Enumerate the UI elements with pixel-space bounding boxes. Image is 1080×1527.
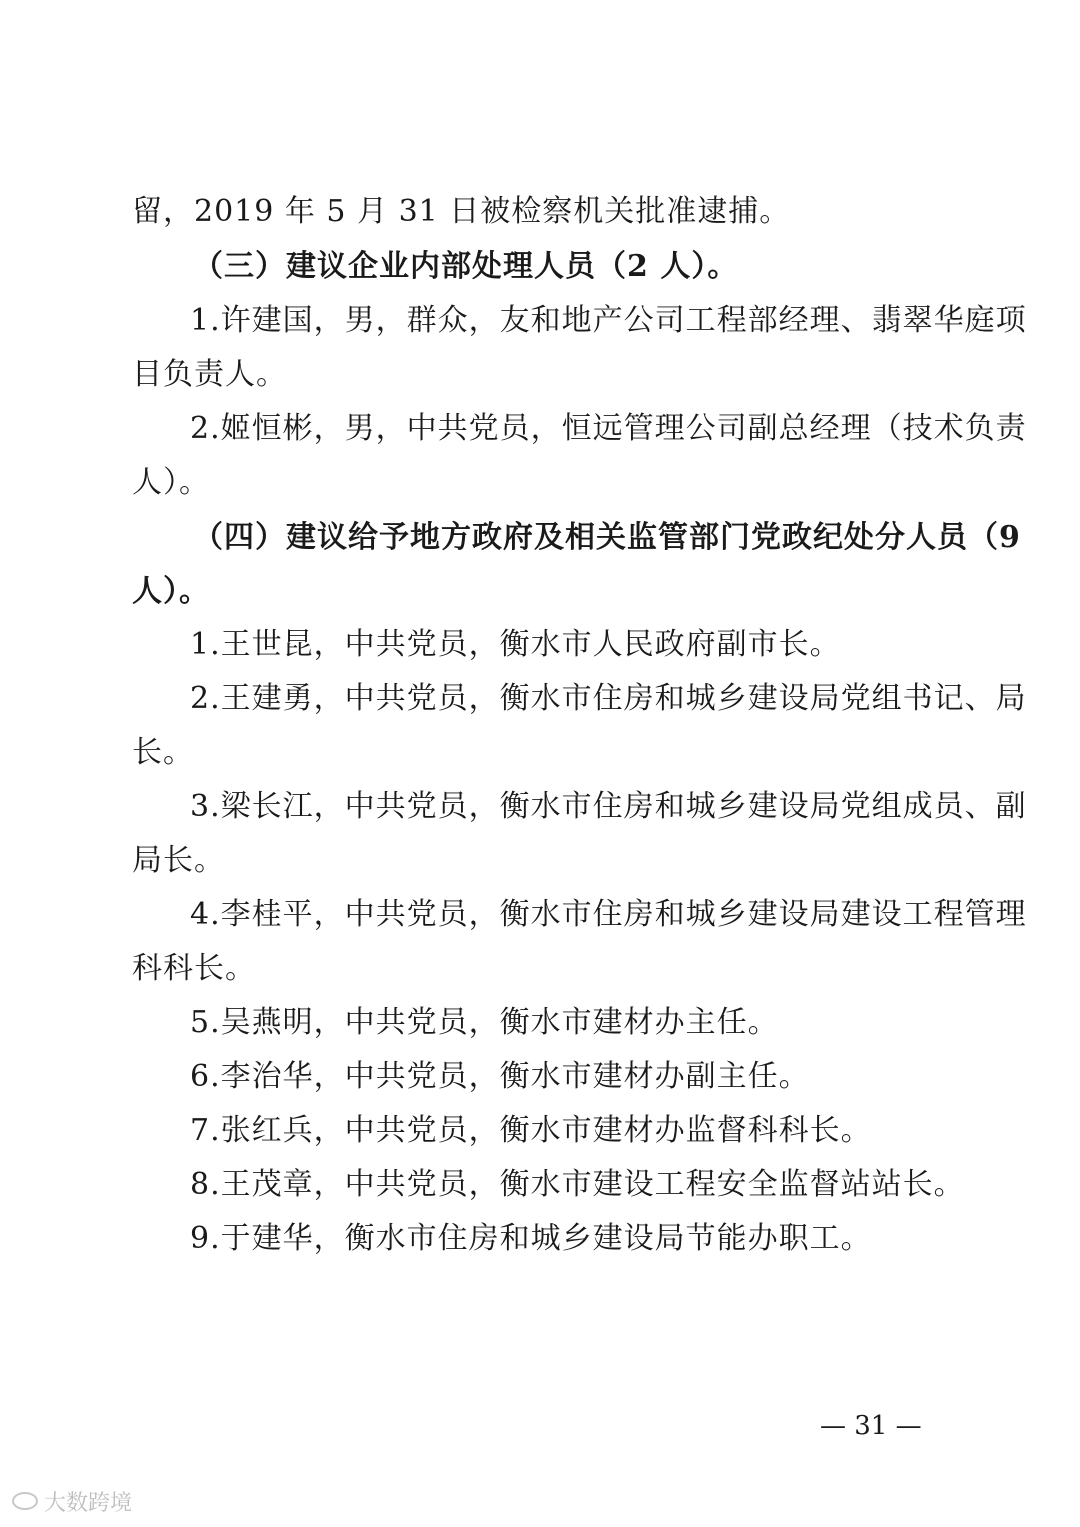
list-item-1-line-1: 1.许建国，男，群众，友和地产公司工程部经理、翡翠华庭项: [190, 303, 1027, 338]
official-item-9: 9.于建华，衡水市住房和城乡建设局节能办职工。: [190, 1221, 872, 1256]
official-item-2-line-1: 2.王建勇，中共党员，衡水市住房和城乡建设局党组书记、局: [190, 681, 1027, 716]
official-item-3-line-2: 局长。: [132, 843, 225, 878]
official-item-6: 6.李治华，中共党员，衡水市建材办副主任。: [190, 1059, 810, 1094]
list-item-2-line-2: 人）。: [132, 465, 210, 500]
paragraph-continuation: 留，2019 年 5 月 31 日被检察机关批准逮捕。: [132, 194, 791, 229]
official-item-1: 1.王世昆，中共党员，衡水市人民政府副市长。: [190, 627, 841, 662]
watermark-text: 大数跨境: [44, 1490, 133, 1516]
list-item-1-line-2: 目负责人。: [132, 357, 287, 392]
official-item-5: 5.吴燕明，中共党员，衡水市建材办主任。: [190, 1005, 779, 1040]
watermark: [12, 1486, 132, 1516]
section-heading-4-line-2: 人）。: [132, 574, 210, 609]
official-item-7: 7.张红兵，中共党员，衡水市建材办监督科科长。: [190, 1113, 872, 1148]
page-number: — 31 —: [820, 1411, 922, 1441]
section-heading-3: （三）建议企业内部处理人员（2 人）。: [193, 249, 739, 284]
weibo-logo-icon: [12, 1492, 38, 1510]
official-item-8: 8.王茂章，中共党员，衡水市建设工程安全监督站站长。: [190, 1167, 965, 1202]
official-item-2-line-2: 长。: [132, 735, 194, 770]
official-item-3-line-1: 3.梁长江，中共党员，衡水市住房和城乡建设局党组成员、副: [190, 789, 1027, 824]
list-item-2-line-1: 2.姬恒彬，男，中共党员，恒远管理公司副总经理（技术负责: [190, 411, 1027, 446]
section-heading-4-line-1: （四）建议给予地方政府及相关监管部门党政纪处分人员（9: [193, 520, 1021, 555]
official-item-4-line-2: 科科长。: [132, 951, 256, 986]
official-item-4-line-1: 4.李桂平，中共党员，衡水市住房和城乡建设局建设工程管理: [190, 897, 1027, 932]
